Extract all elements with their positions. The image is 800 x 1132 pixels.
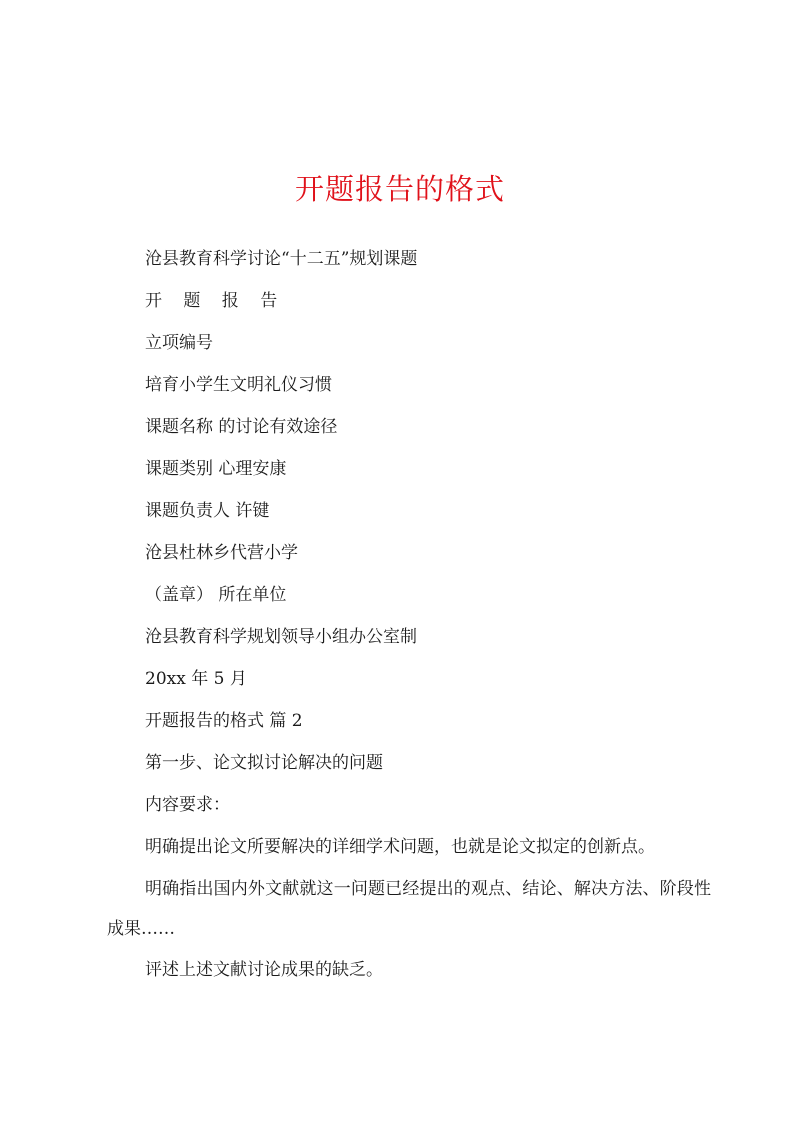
paragraph: 明确指出国内外文献就这一问题已经提出的观点、结论、解决方法、阶段性成果…… <box>107 879 711 939</box>
document-body <box>107 238 711 991</box>
text-line: 沧县杜林乡代营小学 <box>145 543 298 563</box>
text-line: （盖章） 所在单位 <box>145 585 287 605</box>
text-line: 沧县教育科学规划领导小组办公室制 <box>145 627 417 647</box>
text-line: 评述上述文献讨论成果的缺乏。 <box>145 960 383 980</box>
text-line: 明确提出论文所要解决的详细学术问题，也就是论文拟定的创新点。 <box>145 837 655 857</box>
text-line: 开 题 报 告 <box>145 291 286 311</box>
text-line: 开题报告的格式 篇 2 <box>145 711 303 731</box>
document-title: 开题报告的格式 <box>294 172 505 206</box>
text-line: 培育小学生文明礼仪习惯 <box>145 375 332 395</box>
text-line: 内容要求： <box>145 795 230 815</box>
text-line: 课题名称 的讨论有效途径 <box>145 417 338 437</box>
text-line: 课题类别 心理安康 <box>145 459 287 479</box>
text-line: 课题负责人 许键 <box>145 501 270 521</box>
text-line: 立项编号 <box>145 333 213 353</box>
text-line: 沧县教育科学讨论“十二五”规划课题 <box>145 249 418 269</box>
text-line: 20xx 年 5 月 <box>145 669 247 689</box>
text-line: 第一步、论文拟讨论解决的问题 <box>145 753 383 773</box>
